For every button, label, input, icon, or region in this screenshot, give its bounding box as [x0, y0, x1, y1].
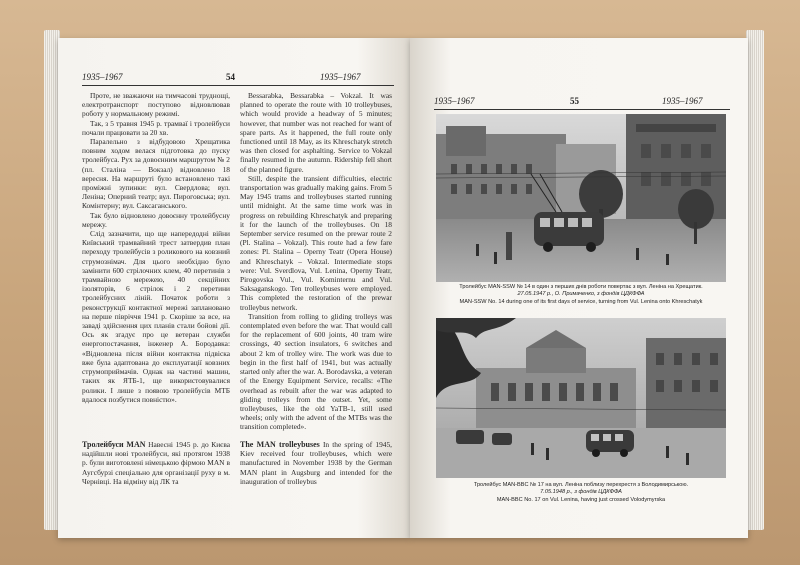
left-header-rule	[82, 85, 394, 86]
paragraph: Так було відновлено довоєнну тролейбусну мережу.	[82, 210, 230, 229]
left-column-english	[240, 91, 392, 436]
man-text-english: In the spring of 1945, Kiev received four trolleybuses, which were manufactured in November 1938 by the German MAN plant in Augsburg and intended for the inauguration of trolleybus	[240, 440, 392, 486]
paragraph: Так, з 5 травня 1945 р. трамваї і тролейбуси почали працювати за 20 хв.	[82, 118, 230, 137]
photo-2-graphic	[436, 318, 726, 478]
man-subheading-ukrainian: Тролейбуси MAN	[82, 440, 146, 449]
right-header-left: 1935–1967	[434, 96, 475, 106]
caption-2-ukrainian: Тролейбус MAN-BBC № 17 на вул. Леніна поблизу перехрестя з Володимирською.	[473, 482, 689, 488]
paragraph: Transition from rolling to gliding trolleys was contemplated even before the war. That would call for the replacement of 600 joints, 40 tram wire crossings, 40 section insulators, 6 switches and about 2 km of trolley wire. The work was due to begin in the first half of 1941, but was actually started only after the war. A. Borodavska, a veteran of the Energy Equipment Service, recalls: «The overhead as rebuilt after the war was adapted to gliding trolleys from the outset. Yet, some trolleybuses, like the old YaTB-1, still used wheels; only with the advent of the MTBs was the transition completed».	[240, 311, 392, 432]
photo-trolleybus-khreschatyk	[436, 114, 726, 282]
paragraph: Паралельно з відбудовою Хрещатика повним ходом велася підготовка до пуску тролейбуса. Рух за довоєнним маршрутом № 2 (пл. Сталіна — Вокзал) відновлено 18 вересня. На маршруті було встановлено такі проміжні зупинки: вул. Свердлова; вул. Леніна; Оперний театр; вул. Пироговська; вул. Комінтерну; вул. Саксаганського.	[82, 137, 230, 211]
photo-1-graphic	[436, 114, 726, 282]
caption-1-ukrainian: Тролейбус MAN-SSW № 14 в один з перших днів роботи повертає з вул. Леніна на Хрещатик.	[459, 284, 703, 290]
man-section-english	[240, 440, 392, 530]
left-page-number: 54	[226, 72, 235, 82]
caption-photo-1	[432, 284, 730, 306]
paragraph: Слід зазначити, що ще напередодні війни Київський трамвайний трест затвердив план переходу тролейбусів з роликового на ковзний струмознімач. Для цього необхідно було замінити 600 стрілочних клем, 40 перетинів з трамвайною мережею, 40 секційних ізоляторів, 6 стрілок і 2 перетини тролейбусних ліній. Початок роботи з реконструкції контактної мережі заплановано на перше півріччя 1941 р. Скоріше за все, на заваді здійснення цих планів стали бойові дії. Ось як згадує про це ветеран служби енергопостачання, інженер А. Бородавка: «Відновлена після війни контактна підвіска вже була адаптована до експлуатації ковзних струмоприймачів. Однак на частині машин, таких як ЯТБ-1, ще використовувалися ролики. І лише з появою тролейбусів МТБ вдалося позбутися повністю».	[82, 229, 230, 404]
caption-1-date: 27.05.1947 р., О. Примаченко, з фондів ЦДКФФА	[517, 291, 645, 298]
right-page-number: 55	[570, 96, 579, 106]
page-edges-right	[746, 30, 764, 530]
paragraph: Still, despite the transient difficulties, electric transportation was gradually making gains. From 5 May 1945 trams and trolleybuses started running until midnight. At the same time work was in progress on rebuilding Khreschatyk and preparing it for the launch of the trolleybuses. On 18 September service resumed on the prewar route 2 (Pl. Stalina – Vokzal). This route had a few fare zones: Pl. Stalina – Operny Teatr (Opera House) and Khreschatyk – Vokzal. Intermediate stops were: Vul. Sverdlova, Vul. Lenina, Operny Teatr, Pirogovska Vul., Vul. Kominternu and Vul. Saksaganskogo. Ten trolleybuses were employed. This completed the restoration of the prewar trolleybus network.	[240, 173, 392, 312]
paragraph: Проте, не зважаючи на тимчасові труднощі, електротранспорт поступово відновлював роботу у нормальному режимі.	[82, 91, 230, 119]
caption-2-date: 7.05.1948 р., з фондів ЦДКФФА	[540, 489, 622, 496]
caption-1-english: MAN-SSW No. 14 during one of its first days of service, turning from Vul. Lenina onto Khreschatyk	[459, 298, 703, 305]
caption-2-english: MAN-BBC No. 17 on Vul. Lenina, having just crossed Volodymyrska	[496, 496, 666, 503]
caption-photo-2	[432, 482, 730, 504]
man-text-ukrainian: Навесні 1945 р. до Києва надійшли нові тролейбуси, які протягом 1938 р. були виготовлені німецькою фірмою MAN в Аугсбурзі спеціально для організації руху в м. Чернівці. На відміну від ЛК та	[82, 440, 230, 486]
man-subheading-english: The MAN trolleybuses	[240, 440, 320, 449]
right-header-right: 1935–1967	[662, 96, 703, 106]
right-header-rule	[434, 109, 730, 110]
left-column-ukrainian	[82, 91, 230, 436]
man-section-ukrainian	[82, 440, 230, 530]
left-page	[58, 38, 410, 538]
open-book	[44, 18, 764, 548]
photo-trolleybus-lenina	[436, 318, 726, 478]
paragraph: Bessarabka, Bessarabka – Vokzal. It was planned to operate the route with 10 trolleybuses, which would provide a headway of 5 minutes; however, that number was not reached for want of spare parts. As it happened, the full route only functioned until 18 May, as its Khreschatyk stretch was then closed for asphalting. Service to Vokzal finally resumed in the autumn. Ridership fell short of the planned figure.	[240, 91, 392, 174]
left-header-right: 1935–1967	[320, 72, 361, 82]
left-header-left: 1935–1967	[82, 72, 123, 82]
right-page	[410, 38, 748, 538]
